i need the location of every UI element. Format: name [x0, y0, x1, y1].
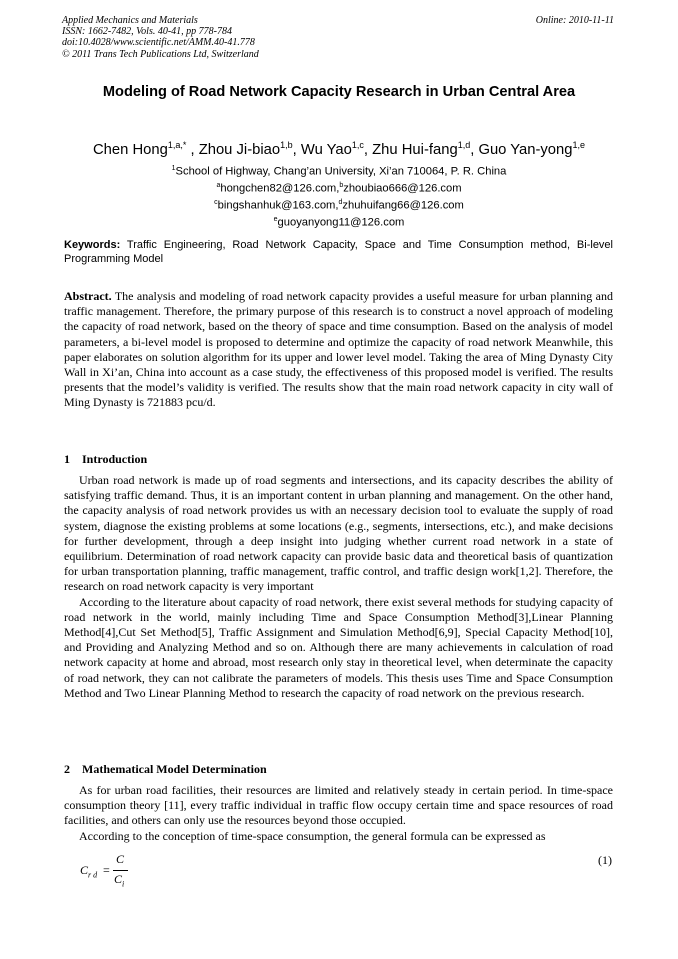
paragraph: As for urban road facilities, their resources are limited and relatively steady in certain period. In time-space consumption theory [11], every traffic individual in traffic flow occupy certain time and space resources of road facilities, and others can only use the resources beyond those occupied. — [64, 783, 613, 828]
fraction-numerator: C — [116, 852, 125, 866]
equation-number: (1) — [598, 853, 612, 867]
online-date: Online: 2010-11-11 — [535, 15, 614, 26]
section-title: Mathematical Model Determination — [82, 762, 267, 776]
email-line: $^c$bingshanhuk@163.com,$^d$zhuhuifang66@126.com — [214, 199, 464, 212]
author-marker: 1,a,* — [167, 140, 187, 150]
author-name: Guo Yan-yong — [478, 141, 573, 158]
author-marker: 1,e — [572, 140, 586, 150]
author-marker: 1,b — [280, 140, 293, 150]
keywords-block — [64, 238, 613, 267]
fraction-denominator: $C_i$ — [114, 872, 125, 889]
equation-lhs: $C_{r d}$ — [80, 863, 98, 880]
section-heading — [64, 762, 267, 777]
email-e: guoyanyong11@126.com — [277, 216, 405, 229]
paragraph: According to the literature about capacity of road network, there exist several methods for studying capacity of road network in the world, mainly including Time and Space Consumption Method[3],Linear Planning Method[4],Cut Set Method[5], Traffic Assignment and Simulation Method[6,9], Special Capacity Method[10], and Providing and Analyzing Method and so on. Although there are many achievements in calculation of road network capacity at home and abroad, most research only stay in theoretical level, when determinate the capacity of road network, they can not calibrate the parameters of models. This thesis uses Time and Space Consumption Method and Two Linear Planning Method to research the capacity of road network on the previous research. — [64, 594, 613, 700]
author-name: Zhou Ji-biao — [198, 141, 281, 158]
author-name: Chen Hong — [92, 141, 168, 158]
section-title: Introduction — [82, 452, 148, 466]
doi-line: doi:10.4028/www.scientific.net/AMM.40-41.778 — [62, 37, 255, 49]
paper-title: Modeling of Road Network Capacity Research in Urban Central Area — [102, 84, 576, 100]
affiliation-text: School of Highway, Chang’an University, Xi’an 710064, P. R. China — [175, 165, 507, 178]
affiliation-block — [40, 162, 638, 230]
email-d: zhuhuifang66@126.com — [342, 199, 464, 212]
affiliation-marker: 1 — [171, 165, 176, 172]
email-line: $^a$hongchen82@126.com,$^b$zhoubiao666@126.com — [216, 182, 462, 195]
keywords-text: Traffic Engineering, Road Network Capacity, Space and Time Consumption method, Bi-level Programming Model — [64, 239, 613, 266]
section-number: 2 — [64, 762, 70, 776]
fraction-bar — [113, 870, 128, 871]
equals-sign: = — [103, 863, 110, 877]
author-name: Zhu Hui-fang — [372, 141, 458, 158]
paragraph: According to the conception of time-space consumption, the general formula can be expressed as — [79, 828, 546, 843]
email-a: hongchen82@126.com — [220, 182, 337, 195]
affiliation-line — [40, 162, 638, 179]
section-body — [64, 473, 613, 701]
section-number: 1 — [64, 452, 70, 466]
author-marker: 1,d — [457, 140, 471, 150]
keywords-label: Keywords: — [64, 239, 121, 251]
section-heading — [64, 452, 147, 467]
paragraph: Urban road network is made up of road segments and intersections, and its capacity describes the ability of satisfying traffic demand. Thus, it is an important content in urban planning and management. On the other hand, the capacity analysis of road network provides us with an necessary decision tool to evaluate the supply of road system, diagnose the existing problems at some locations (e.g., segments, intersections, etc.), and make decisions for further development, through a deep insight into judging whether current road network in a state of equilibrium. Determination of road network capacity can provide basic data and theoretical basis of quantization for urban transportation planning, traffic management, traffic control, and traffic design work[1,2]. Therefore, the research on road network capacity is very important — [64, 473, 613, 594]
email-line: $^e$guoyanyong11@126.com — [273, 216, 405, 229]
abstract-block — [64, 289, 613, 411]
abstract-text: The analysis and modeling of road network capacity provides a useful measure for urban planning and traffic management. Therefore, the primary purpose of this research is to construct a novel approach of modeling the capacity of road network, based on the theory of space and time consumption. Based on the analysis of model parameters, a bi-level model is proposed to determine and optimize the capacity of road network Meanwhile, this paper elaborates on solution algorithm for its upper and lower level model. Taking the area of Ming Dynasty City Wall in Xi’an, China into account as a case study, the effectiveness of this proposed model is verified. The results presents that the model’s validity is verified. The results show that the main road network capacity in city wall of Ming Dynasty is 721883 pcu/d. — [64, 289, 613, 410]
copyright-line: © 2011 Trans Tech Publications Ltd, Switzerland — [62, 48, 259, 60]
equation-1 — [80, 851, 140, 895]
email-b: zhoubiao666@126.com — [343, 182, 462, 195]
author-name: Wu Yao — [300, 141, 352, 158]
abstract-label: Abstract. — [64, 289, 112, 303]
author-list: Chen Hong$^{1,a,*}$ , Zhou Ji-biao$^{1,b}$, Wu Yao$^{1,c}$, Zhu Hui-fang$^{1,d}$, Guo Yan-yong$^{1,e}$ — [92, 140, 586, 158]
email-c: bingshanhuk@163.com — [217, 199, 336, 212]
journal-header — [62, 15, 614, 60]
section-body — [64, 783, 613, 844]
author-marker: 1,c — [351, 140, 364, 150]
issn-line: ISSN: 1662-7482, Vols. 40-41, pp 778-784 — [62, 26, 232, 38]
journal-name: Applied Mechanics and Materials — [62, 15, 198, 26]
